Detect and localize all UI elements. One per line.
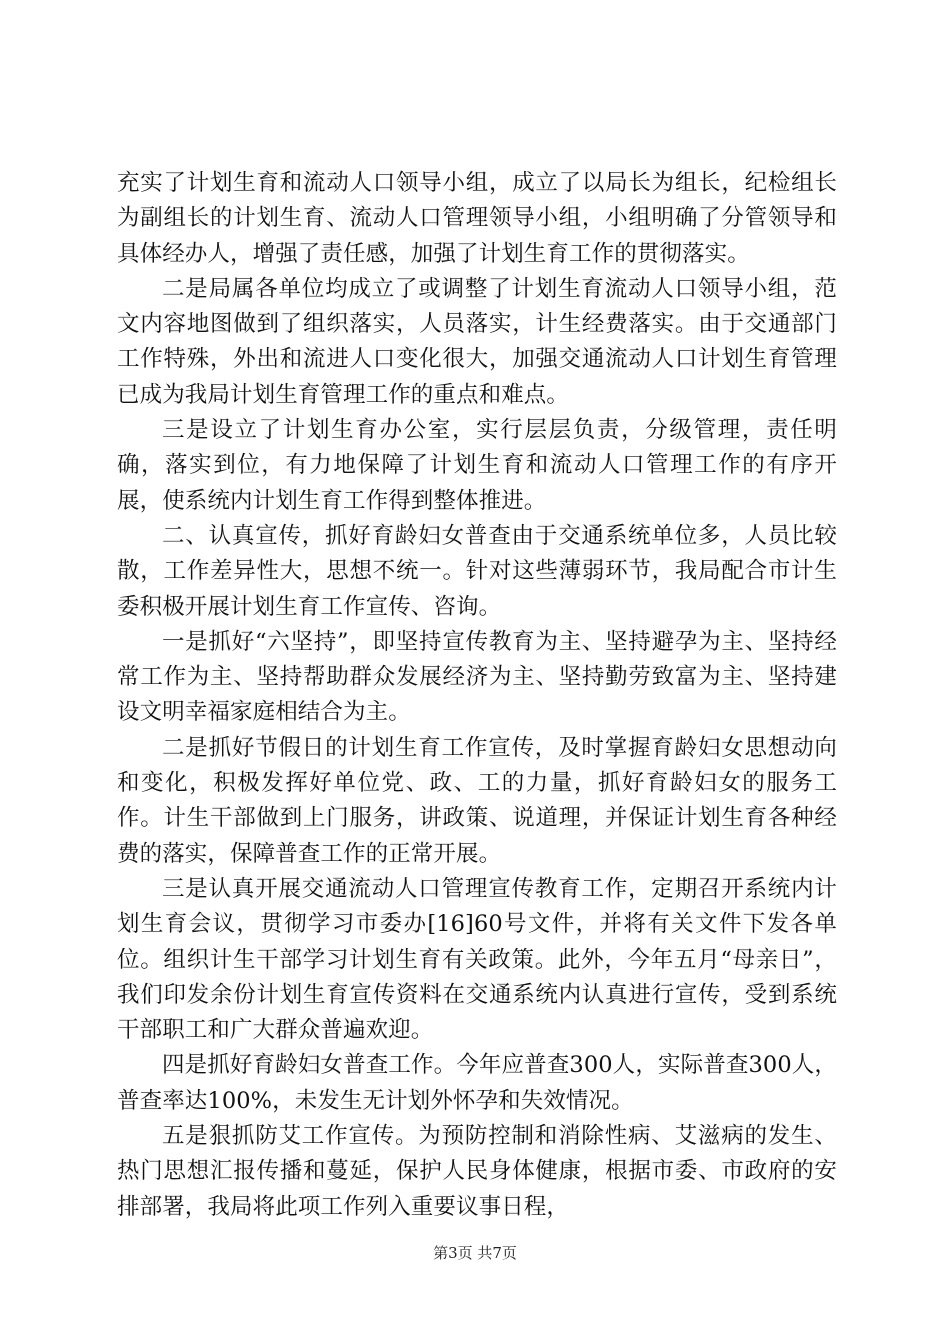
paragraph-2: 二是局属各单位均成立了或调整了计划生育流动人口领导小组，范文内容地图做到了组织落实，人员落实，计生经费落实。由于交通部门工作特殊，外出和流进人口变化很大，加强交通流动人口计划生育管理已成为我局计划生育管理工作的重点和难点。 xyxy=(117,275,837,408)
paragraph-8: 四是抓好育龄妇女普查工作。今年应普查300人，实际普查300人，普查率达100%，未发生无计划外怀孕和失效情况。 xyxy=(117,1052,837,1114)
paragraph-7: 三是认真开展交通流动人口管理宣传教育工作，定期召开系统内计划生育会议，贯彻学习市委办[16]60号文件，并将有关文件下发各单位。组织计生干部学习计划生育有关政策。此外，今年五月“母亲日”，我们印发余份计划生育宣传资料在交通系统内认真进行宣传，受到系统干部职工和广大群众普遍欢迎。 xyxy=(117,875,837,1044)
paragraph-4: 二、认真宣传，抓好育龄妇女普查由于交通系统单位多，人员比较散，工作差异性大，思想不统一。针对这些薄弱环节，我局配合市计生委积极开展计划生育工作宣传、咨询。 xyxy=(117,522,837,620)
document-body xyxy=(117,166,837,1225)
paragraph-5: 一是抓好“六坚持”，即坚持宣传教育为主、坚持避孕为主、坚持经常工作为主、坚持帮助群众发展经济为主、坚持勤劳致富为主、坚持建设文明幸福家庭相结合为主。 xyxy=(117,628,837,726)
paragraph-3: 三是设立了计划生育办公室，实行层层负责，分级管理，责任明确，落实到位，有力地保障了计划生育和流动人口管理工作的有序开展，使系统内计划生育工作得到整体推进。 xyxy=(117,417,837,514)
paragraph-6: 二是抓好节假日的计划生育工作宣传，及时掌握育龄妇女思想动向和变化，积极发挥好单位党、政、工的力量，抓好育龄妇女的服务工作。计生干部做到上门服务，讲政策、说道理，并保证计划生育各种经费的落实，保障普查工作的正常开展。 xyxy=(117,734,837,867)
paragraph-9: 五是狠抓防艾工作宣传。为预防控制和消除性病、艾滋病的发生、热门思想汇报传播和蔓延，保护人民身体健康，根据市委、市政府的安排部署，我局将此项工作列入重要议事日程， xyxy=(117,1123,837,1220)
paragraph-1: 充实了计划生育和流动人口领导小组，成立了以局长为组长，纪检组长为副组长的计划生育、流动人口管理领导小组，小组明确了分管领导和具体经办人，增强了责任感，加强了计划生育工作的贯彻落实。 xyxy=(117,170,837,267)
page-footer: 第3页 共7页 xyxy=(433,1244,517,1262)
